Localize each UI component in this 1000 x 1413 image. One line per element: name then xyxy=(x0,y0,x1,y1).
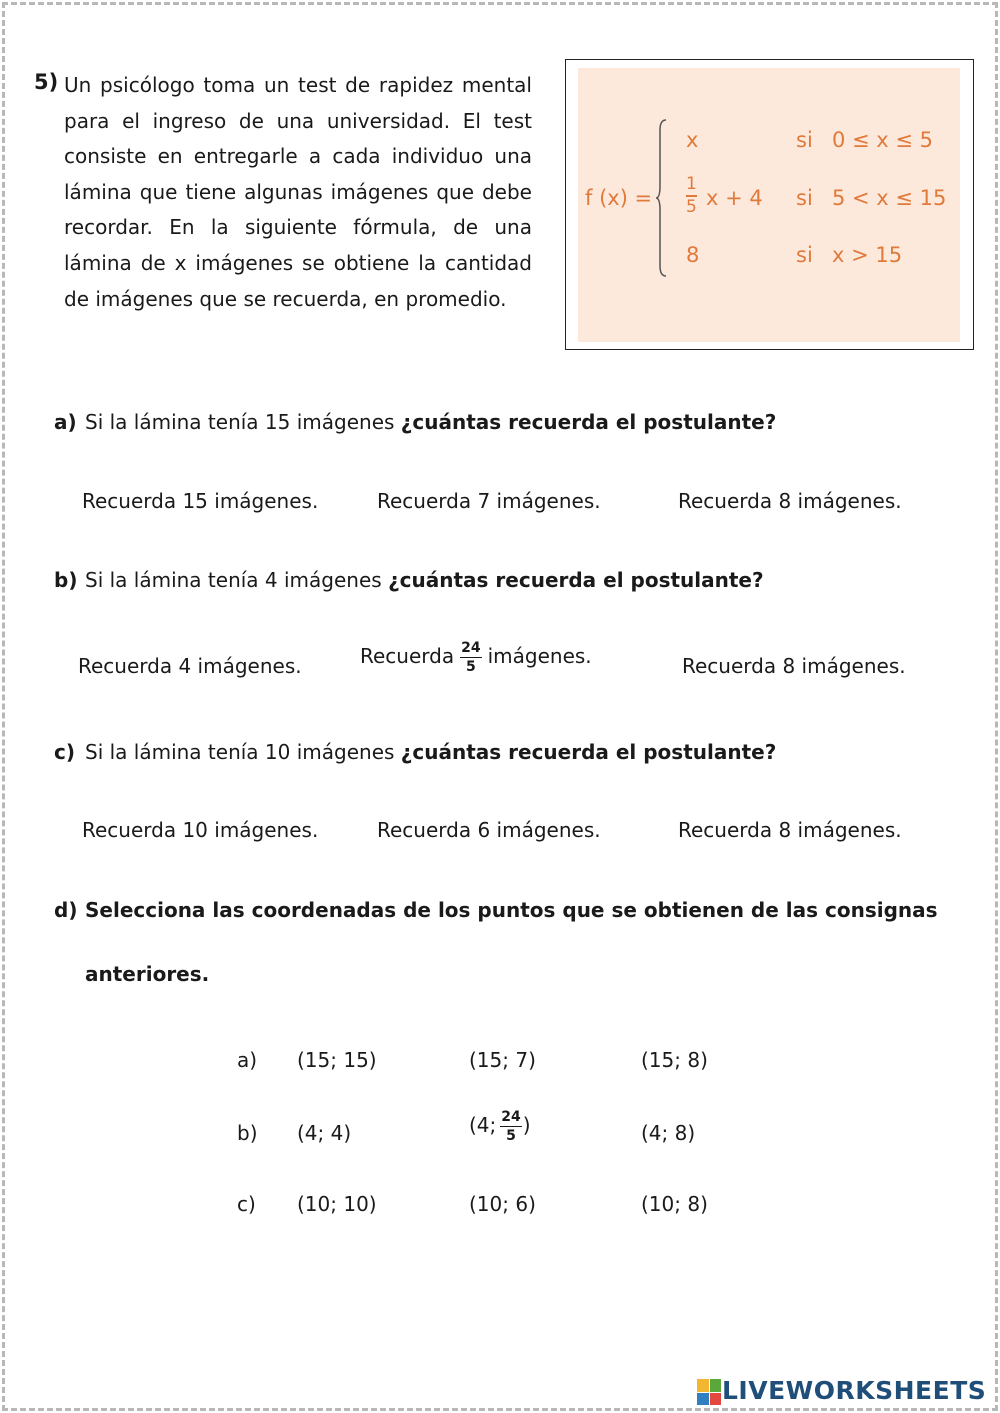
formula-row1-condition: 0 ≤ x ≤ 5 xyxy=(832,128,934,152)
coord-b-denominator: 5 xyxy=(506,1128,516,1144)
question-d-line-1: Selecciona las coordenadas de los puntos que se obtienen de las consignas xyxy=(85,898,938,922)
question-c-stem: Si la lámina tenía 10 imágenes xyxy=(85,740,395,764)
formula-row1-expr: x xyxy=(686,128,699,152)
formula-row1-si: si xyxy=(796,128,813,152)
answer-b-option-2[interactable] xyxy=(360,641,592,674)
coord-a-option-3[interactable]: (15; 8) xyxy=(641,1048,708,1072)
logo-square-1 xyxy=(697,1379,709,1392)
answer-b-numerator: 24 xyxy=(461,640,481,656)
coord-b-fraction xyxy=(500,1110,521,1143)
question-b-stem: Si la lámina tenía 4 imágenes xyxy=(85,568,382,592)
coord-a-option-1[interactable]: (15; 15) xyxy=(297,1048,377,1072)
question-c-text xyxy=(85,740,776,764)
answer-a-option-2[interactable]: Recuerda 7 imágenes. xyxy=(377,489,601,513)
problem-statement: Un psicólogo toma un test de rapidez mental para el ingreso de una universidad. El test consiste en entregarle a cada individuo una lámina que tiene algunas imágenes que debe recordar. En la siguiente fórmula, de una lámina de x imágenes se obtiene la cantidad de imágenes que se recuerda, en promedio. xyxy=(64,73,532,311)
answer-a-option-3[interactable]: Recuerda 8 imágenes. xyxy=(678,489,902,513)
answer-c-option-3[interactable]: Recuerda 8 imágenes. xyxy=(678,818,902,842)
answer-a-option-1[interactable]: Recuerda 15 imágenes. xyxy=(82,489,319,513)
formula-row3-expr: 8 xyxy=(686,243,700,267)
question-d-line-2: anteriores. xyxy=(85,962,210,986)
answer-c-option-1[interactable]: Recuerda 10 imágenes. xyxy=(82,818,319,842)
formula-row2-condition: 5 < x ≤ 15 xyxy=(832,186,947,210)
formula-row2-fraction xyxy=(686,176,697,216)
question-a-text xyxy=(85,410,776,434)
answer-b-option-2-suffix: imágenes. xyxy=(487,644,592,668)
question-b-text xyxy=(85,568,764,592)
coord-row-c-label: c) xyxy=(237,1192,256,1216)
question-b-label: b) xyxy=(54,568,78,592)
question-c-question: ¿cuántas recuerda el postulante? xyxy=(400,740,777,764)
logo-square-3 xyxy=(697,1393,709,1406)
question-b-question: ¿cuántas recuerda el postulante? xyxy=(388,568,764,592)
coord-b-option-2-suffix: ) xyxy=(522,1113,531,1137)
logo-square-2 xyxy=(710,1379,722,1392)
formula-row3-si: si xyxy=(796,243,813,267)
coord-row-a-label: a) xyxy=(237,1048,258,1072)
question-a-question: ¿cuántas recuerda el postulante? xyxy=(400,410,777,434)
answer-b-fraction xyxy=(460,641,481,674)
answer-c-option-2[interactable]: Recuerda 6 imágenes. xyxy=(377,818,601,842)
logo-square-4 xyxy=(710,1393,722,1406)
coord-c-option-2[interactable]: (10; 6) xyxy=(469,1192,536,1216)
formula-row2-numerator: 1 xyxy=(686,174,697,194)
question-a-stem: Si la lámina tenía 15 imágenes xyxy=(85,410,395,434)
formula-row2-si: si xyxy=(796,186,813,210)
coord-row-b-label: b) xyxy=(237,1121,258,1145)
answer-b-option-2-prefix: Recuerda xyxy=(360,644,455,668)
answer-b-denominator: 5 xyxy=(465,659,476,675)
formula-row2-expr: x + 4 xyxy=(706,186,763,210)
formula-lhs: f (x) = xyxy=(585,186,653,210)
formula-brace xyxy=(655,118,667,278)
coord-b-option-2-prefix: (4; xyxy=(469,1113,497,1137)
problem-number: 5) xyxy=(34,70,59,94)
coord-c-option-1[interactable]: (10; 10) xyxy=(297,1192,377,1216)
coord-b-option-2[interactable] xyxy=(469,1110,531,1143)
formula-row2-denominator: 5 xyxy=(686,196,697,217)
coord-a-option-2[interactable]: (15; 7) xyxy=(469,1048,536,1072)
coord-b-option-1[interactable]: (4; 4) xyxy=(297,1121,352,1145)
question-c-label: c) xyxy=(54,740,75,764)
answer-b-option-1[interactable]: Recuerda 4 imágenes. xyxy=(78,654,302,678)
liveworksheets-logo-text: LIVEWORKSHEETS xyxy=(722,1376,987,1405)
question-d-label: d) xyxy=(54,898,78,922)
question-a-label: a) xyxy=(54,410,77,434)
coord-b-option-3[interactable]: (4; 8) xyxy=(641,1121,696,1145)
liveworksheets-logo-icon xyxy=(697,1379,721,1405)
coord-b-numerator: 24 xyxy=(501,1109,521,1125)
formula-row3-condition: x > 15 xyxy=(832,243,903,267)
answer-b-option-3[interactable]: Recuerda 8 imágenes. xyxy=(682,654,906,678)
coord-c-option-3[interactable]: (10; 8) xyxy=(641,1192,708,1216)
